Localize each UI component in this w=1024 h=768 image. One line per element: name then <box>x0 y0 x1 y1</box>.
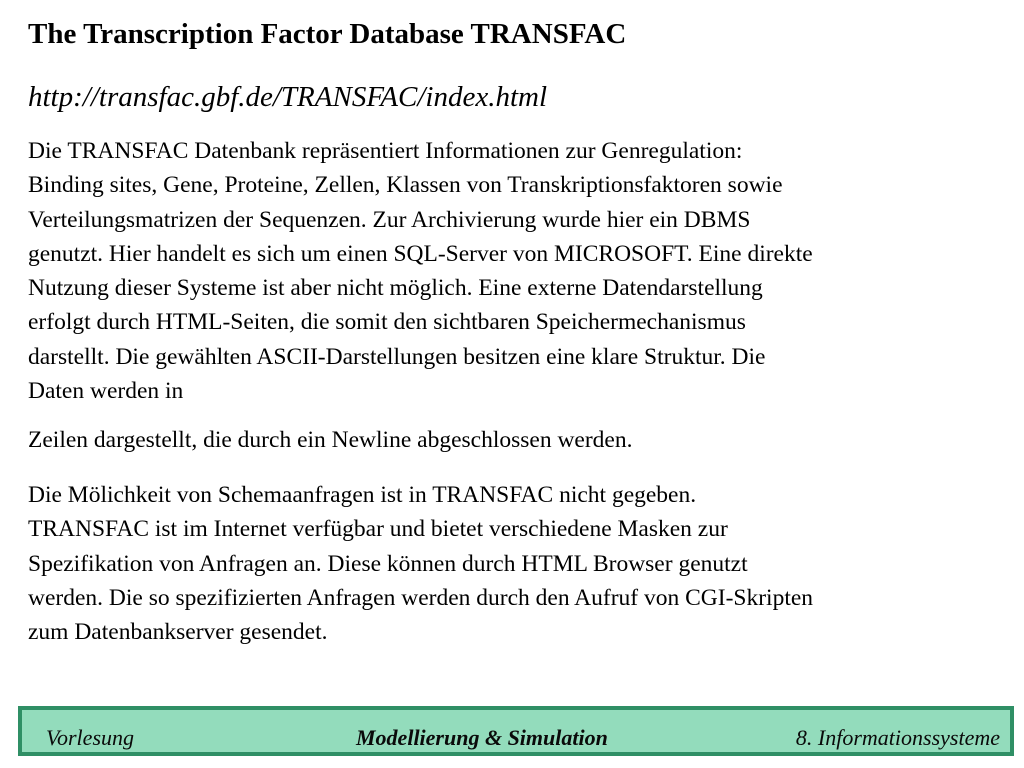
paragraph-line: Die Mölichkeit von Schemaanfragen ist in TRANSFAC nicht gegeben. <box>28 482 697 508</box>
paragraph-line: erfolgt durch HTML-Seiten, die somit den sichtbaren Speichermechanismus <box>28 309 746 336</box>
footer-center-text: Modellierung & Simulation <box>356 725 608 750</box>
paragraph-line: genutzt. Hier handelt es sich um einen SQL-Server von MICROSOFT. Eine direkte <box>28 240 813 267</box>
footer-right-text: 8. Informationssysteme <box>795 725 1000 750</box>
paragraph-line: Verteilungsmatrizen der Sequenzen. Zur Archivierung wurde hier ein DBMS <box>28 206 751 233</box>
paragraph-1 <box>28 134 1008 408</box>
footer-left-text: Vorlesung <box>46 725 134 750</box>
footer-bar <box>18 706 1014 756</box>
slide-url: http://transfac.gbf.de/TRANSFAC/index.html <box>28 81 548 113</box>
paragraph-3 <box>28 478 1008 649</box>
paragraph-line: darstellt. Die gewählten ASCII-Darstellungen besitzen eine klare Struktur. Die <box>28 343 766 370</box>
paragraph-line: Die TRANSFAC Datenbank repräsentiert Informationen zur Genregulation: <box>28 138 743 164</box>
slide-title: The Transcription Factor Database TRANSFAC <box>28 18 627 50</box>
paragraph-line: Nutzung dieser Systeme ist aber nicht möglich. Eine externe Datendarstellung <box>28 275 763 302</box>
paragraph-line: Daten werden in <box>28 378 184 405</box>
paragraph-line: Zeilen dargestellt, die durch ein Newline abgeschlossen werden. <box>28 427 633 453</box>
paragraph-line: zum Datenbankserver gesendet. <box>28 619 328 646</box>
paragraph-line: werden. Die so spezifizierten Anfragen werden durch den Aufruf von CGI-Skripten <box>28 584 814 611</box>
paragraph-line: Spezifikation von Anfragen an. Diese können durch HTML Browser genutzt <box>28 550 748 577</box>
footer-panel <box>22 710 1010 752</box>
paragraph-line: TRANSFAC ist im Internet verfügbar und bietet verschiedene Masken zur <box>28 516 728 543</box>
paragraph-2 <box>28 423 1008 457</box>
paragraph-line: Binding sites, Gene, Proteine, Zellen, Klassen von Transkriptionsfaktoren sowie <box>28 172 783 199</box>
